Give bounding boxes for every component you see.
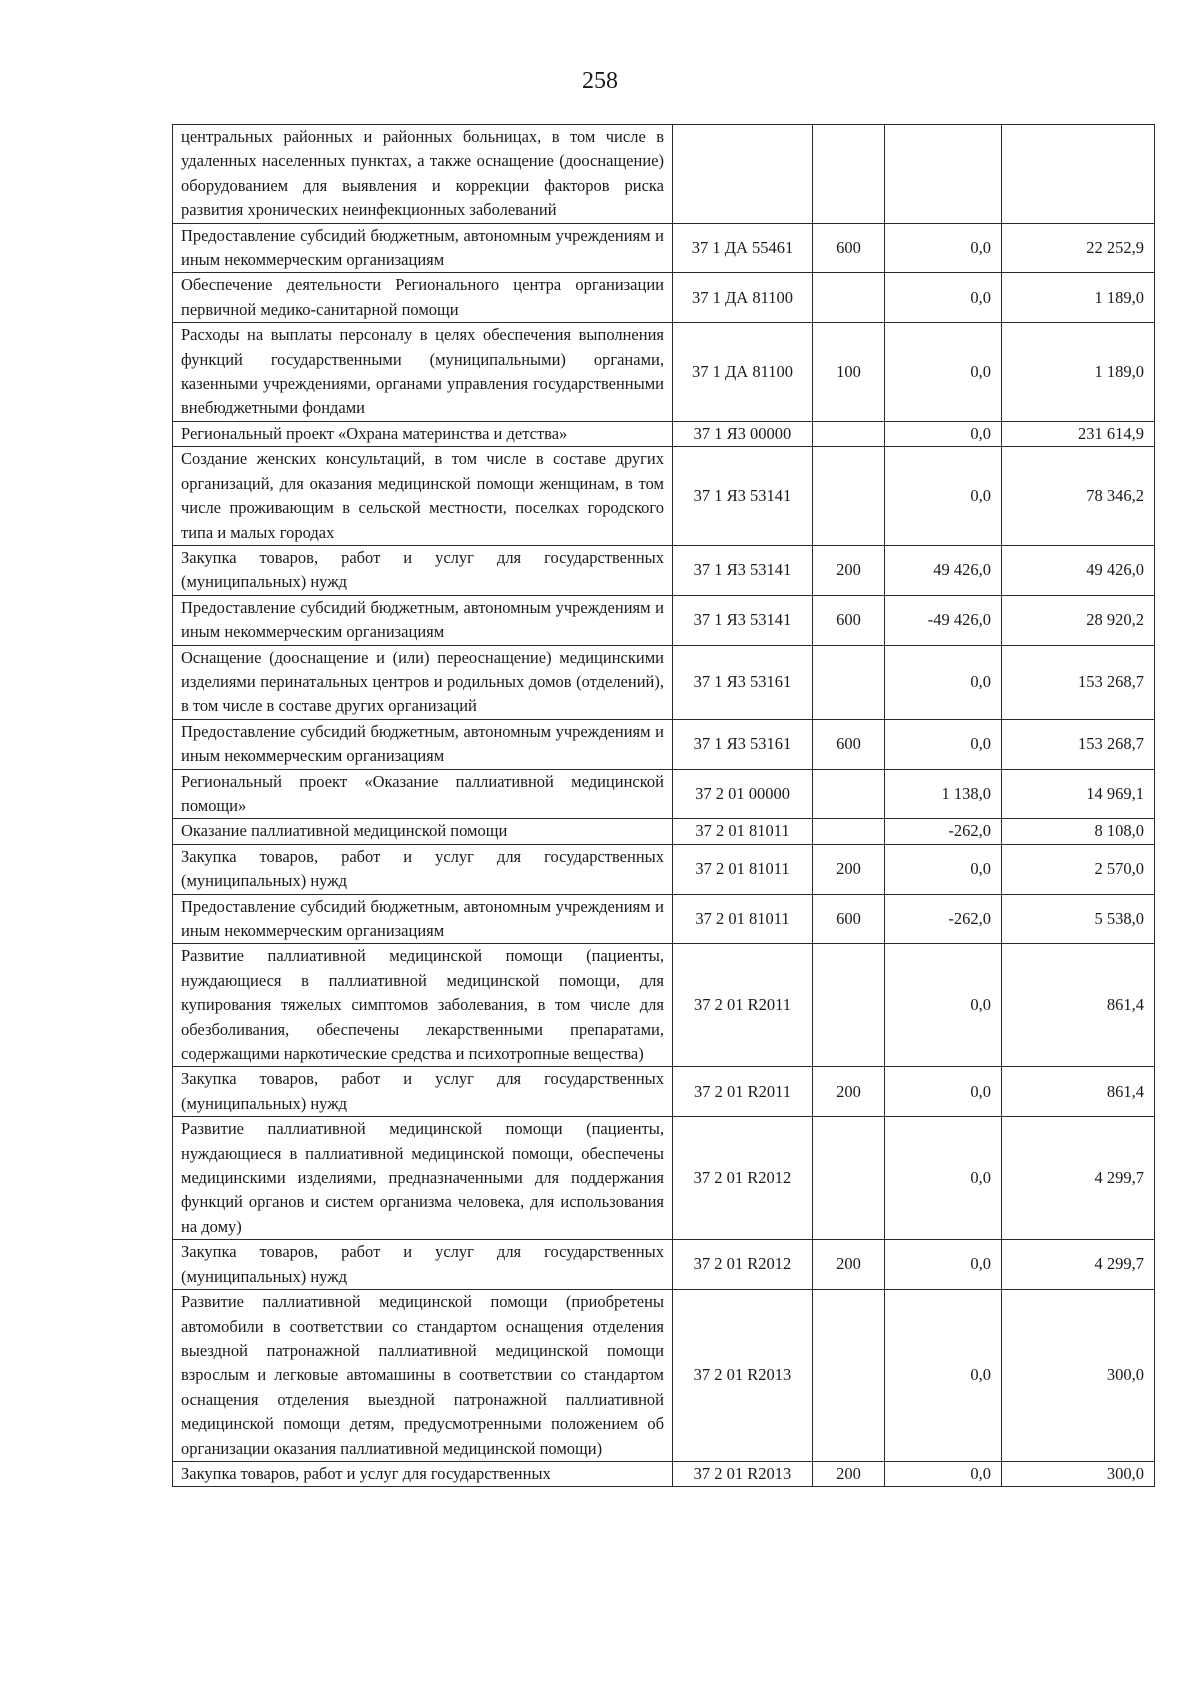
target-article-code-cell: 37 1 ДА 81100 (673, 323, 813, 422)
change-amount-cell: 0,0 (885, 421, 1002, 446)
total-amount-cell: 49 426,0 (1002, 545, 1155, 595)
item-name-cell: Закупка товаров, работ и услуг для государственных (муниципальных) нужд (173, 1240, 673, 1290)
expense-type-code-cell (813, 125, 885, 224)
total-amount-cell: 2 570,0 (1002, 844, 1155, 894)
item-name-cell: центральных районных и районных больницах, в том числе в удаленных населенных пунктах, а также оснащение (дооснащение) оборудованием для выявления и коррекции факторов риска развития хронических неинфекционных заболеваний (173, 125, 673, 224)
change-amount-cell: -49 426,0 (885, 595, 1002, 645)
item-name-cell: Закупка товаров, работ и услуг для государственных (муниципальных) нужд (173, 844, 673, 894)
expense-type-code-cell (813, 421, 885, 446)
expense-type-code-cell: 600 (813, 595, 885, 645)
target-article-code-cell: 37 2 01 R2013 (673, 1461, 813, 1486)
expense-type-code-cell: 600 (813, 223, 885, 273)
change-amount-cell: 0,0 (885, 1290, 1002, 1462)
target-article-code-cell: 37 2 01 00000 (673, 769, 813, 819)
total-amount-cell: 4 299,7 (1002, 1117, 1155, 1240)
total-amount-cell: 861,4 (1002, 944, 1155, 1067)
expense-type-code-cell: 200 (813, 844, 885, 894)
expense-type-code-cell: 200 (813, 1240, 885, 1290)
expense-type-code-cell (813, 273, 885, 323)
expense-type-code-cell: 200 (813, 1461, 885, 1486)
item-name-cell: Предоставление субсидий бюджетным, автономным учреждениям и иным некоммерческим организациям (173, 223, 673, 273)
budget-table (172, 124, 1155, 1487)
change-amount-cell: 1 138,0 (885, 769, 1002, 819)
table-row (173, 894, 1155, 944)
total-amount-cell: 5 538,0 (1002, 894, 1155, 944)
table-row (173, 273, 1155, 323)
change-amount-cell: 0,0 (885, 273, 1002, 323)
table-row (173, 1240, 1155, 1290)
item-name-cell: Развитие паллиативной медицинской помощи (пациенты, нуждающиеся в паллиативной медицинской помощи, обеспечены медицинскими изделиями, предназначенными для поддержания функций органов и систем организма человека, для использования на дому) (173, 1117, 673, 1240)
budget-table-body (173, 125, 1155, 1487)
total-amount-cell: 153 268,7 (1002, 645, 1155, 719)
item-name-cell: Предоставление субсидий бюджетным, автономным учреждениям и иным некоммерческим организациям (173, 719, 673, 769)
change-amount-cell (885, 125, 1002, 224)
expense-type-code-cell: 600 (813, 719, 885, 769)
target-article-code-cell: 37 2 01 R2011 (673, 944, 813, 1067)
table-row (173, 421, 1155, 446)
item-name-cell: Региональный проект «Охрана материнства и детства» (173, 421, 673, 446)
target-article-code-cell: 37 2 01 R2011 (673, 1067, 813, 1117)
expense-type-code-cell (813, 1290, 885, 1462)
change-amount-cell: 49 426,0 (885, 545, 1002, 595)
table-row (173, 719, 1155, 769)
target-article-code-cell: 37 2 01 81011 (673, 819, 813, 844)
change-amount-cell: 0,0 (885, 1067, 1002, 1117)
item-name-cell: Закупка товаров, работ и услуг для государственных (173, 1461, 673, 1486)
expense-type-code-cell (813, 769, 885, 819)
item-name-cell: Развитие паллиативной медицинской помощи (приобретены автомобили в соответствии со стандартом оснащения отделения выездной патронажной паллиативной медицинской помощи взрослым и легковые автомашины в соответствии со стандартом оснащения отделения выездной патронажной паллиативной медицинской помощи детям, предусмотренными положением об организации оказания паллиативной медицинской помощи) (173, 1290, 673, 1462)
change-amount-cell: 0,0 (885, 944, 1002, 1067)
total-amount-cell: 300,0 (1002, 1461, 1155, 1486)
total-amount-cell: 78 346,2 (1002, 447, 1155, 546)
total-amount-cell: 4 299,7 (1002, 1240, 1155, 1290)
table-row (173, 447, 1155, 546)
table-row (173, 769, 1155, 819)
target-article-code-cell: 37 2 01 R2013 (673, 1290, 813, 1462)
table-row (173, 223, 1155, 273)
total-amount-cell: 1 189,0 (1002, 323, 1155, 422)
table-row (173, 595, 1155, 645)
item-name-cell: Оказание паллиативной медицинской помощи (173, 819, 673, 844)
table-row (173, 844, 1155, 894)
item-name-cell: Региональный проект «Оказание паллиативной медицинской помощи» (173, 769, 673, 819)
expense-type-code-cell (813, 944, 885, 1067)
item-name-cell: Обеспечение деятельности Регионального центра организации первичной медико-санитарной помощи (173, 273, 673, 323)
total-amount-cell: 28 920,2 (1002, 595, 1155, 645)
target-article-code-cell (673, 125, 813, 224)
table-row (173, 944, 1155, 1067)
page-number: 258 (582, 68, 618, 94)
target-article-code-cell: 37 1 ДА 55461 (673, 223, 813, 273)
table-row (173, 545, 1155, 595)
item-name-cell: Закупка товаров, работ и услуг для государственных (муниципальных) нужд (173, 545, 673, 595)
item-name-cell: Развитие паллиативной медицинской помощи (пациенты, нуждающиеся в паллиативной медицинской помощи, для купирования тяжелых симптомов заболевания, в том числе для обезболивания, обеспечены лекарственными препаратами, содержащими наркотические средства и психотропные вещества) (173, 944, 673, 1067)
total-amount-cell: 8 108,0 (1002, 819, 1155, 844)
expense-type-code-cell (813, 645, 885, 719)
table-row (173, 645, 1155, 719)
change-amount-cell: 0,0 (885, 645, 1002, 719)
table-row (173, 1117, 1155, 1240)
item-name-cell: Расходы на выплаты персоналу в целях обеспечения выполнения функций государственными (муниципальными) органами, казенными учреждениями, органами управления государственными внебюджетными фондами (173, 323, 673, 422)
table-row (173, 819, 1155, 844)
target-article-code-cell: 37 2 01 81011 (673, 894, 813, 944)
change-amount-cell: -262,0 (885, 819, 1002, 844)
expense-type-code-cell (813, 819, 885, 844)
change-amount-cell: 0,0 (885, 1461, 1002, 1486)
change-amount-cell: 0,0 (885, 1240, 1002, 1290)
total-amount-cell: 153 268,7 (1002, 719, 1155, 769)
total-amount-cell: 14 969,1 (1002, 769, 1155, 819)
target-article-code-cell: 37 1 ДА 81100 (673, 273, 813, 323)
item-name-cell: Оснащение (дооснащение и (или) переоснащение) медицинскими изделиями перинатальных центров и родильных домов (отделений), в том числе в составе других организаций (173, 645, 673, 719)
change-amount-cell: 0,0 (885, 223, 1002, 273)
change-amount-cell: 0,0 (885, 844, 1002, 894)
target-article-code-cell: 37 1 Я3 53161 (673, 719, 813, 769)
target-article-code-cell: 37 2 01 R2012 (673, 1117, 813, 1240)
change-amount-cell: -262,0 (885, 894, 1002, 944)
target-article-code-cell: 37 2 01 81011 (673, 844, 813, 894)
expense-type-code-cell: 100 (813, 323, 885, 422)
target-article-code-cell: 37 2 01 R2012 (673, 1240, 813, 1290)
target-article-code-cell: 37 1 Я3 53141 (673, 595, 813, 645)
target-article-code-cell: 37 1 Я3 53141 (673, 545, 813, 595)
item-name-cell: Создание женских консультаций, в том числе в составе других организаций, для оказания медицинской помощи женщинам, в том числе проживающим в сельской местности, поселках городского типа и малых городах (173, 447, 673, 546)
item-name-cell: Предоставление субсидий бюджетным, автономным учреждениям и иным некоммерческим организациям (173, 894, 673, 944)
expense-type-code-cell: 200 (813, 1067, 885, 1117)
total-amount-cell: 231 614,9 (1002, 421, 1155, 446)
change-amount-cell: 0,0 (885, 1117, 1002, 1240)
table-row (173, 125, 1155, 224)
table-row (173, 1461, 1155, 1486)
target-article-code-cell: 37 1 Я3 53161 (673, 645, 813, 719)
table-row (173, 1290, 1155, 1462)
expense-type-code-cell (813, 447, 885, 546)
change-amount-cell: 0,0 (885, 719, 1002, 769)
expense-type-code-cell (813, 1117, 885, 1240)
total-amount-cell (1002, 125, 1155, 224)
total-amount-cell: 300,0 (1002, 1290, 1155, 1462)
expense-type-code-cell: 200 (813, 545, 885, 595)
table-row (173, 1067, 1155, 1117)
change-amount-cell: 0,0 (885, 323, 1002, 422)
total-amount-cell: 861,4 (1002, 1067, 1155, 1117)
item-name-cell: Предоставление субсидий бюджетным, автономным учреждениям и иным некоммерческим организациям (173, 595, 673, 645)
table-row (173, 323, 1155, 422)
item-name-cell: Закупка товаров, работ и услуг для государственных (муниципальных) нужд (173, 1067, 673, 1117)
expense-type-code-cell: 600 (813, 894, 885, 944)
change-amount-cell: 0,0 (885, 447, 1002, 546)
total-amount-cell: 1 189,0 (1002, 273, 1155, 323)
target-article-code-cell: 37 1 Я3 00000 (673, 421, 813, 446)
total-amount-cell: 22 252,9 (1002, 223, 1155, 273)
target-article-code-cell: 37 1 Я3 53141 (673, 447, 813, 546)
